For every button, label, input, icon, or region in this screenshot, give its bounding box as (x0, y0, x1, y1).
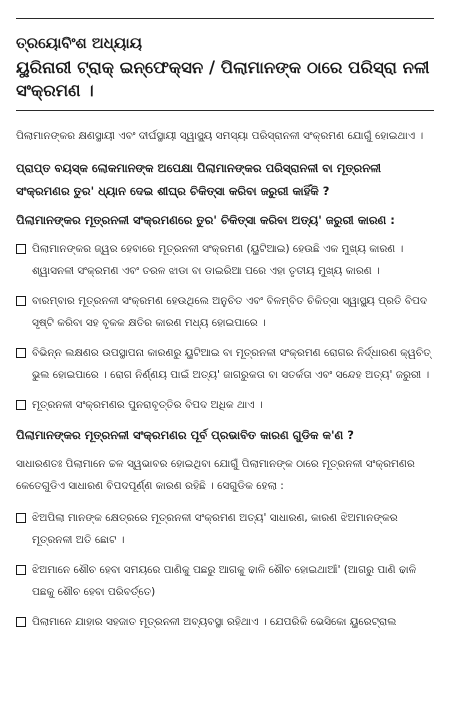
checkbox-bullet-icon (16, 296, 26, 306)
intro-paragraph: ପିଲାମାନଙ୍କର କ୍ଷଣସ୍ଥାୟୀ ଏବଂ ଦୀର୍ଘସ୍ଥାୟୀ ସ୍ୱାସ୍ଥ୍ୟ ସମସ୍ୟା ପରିସ୍ରାନଳୀ ସଂକ୍ରମଣ ଯୋଗୁଁ ହୋଇଥାଏ । (16, 130, 424, 142)
checkbox-bullet-icon (16, 513, 26, 523)
chapter-label: ତ୍ରୟୋବିଂଶ ଅଧ୍ୟାୟ (16, 34, 143, 52)
list-item (16, 611, 434, 633)
causes-list (16, 507, 434, 633)
causes-intro-paragraph: ସାଧାରଣତଃ ପିଲାମାନେ ଚ୍ଚଳ ସ୍ୱଭାବର ହୋଇଥିବା ଯୋଗୁଁ ପିଲାମାନଙ୍କ ଠାରେ ମୂତ୍ରନଳୀ ସଂକ୍ରମଣର କେତେଗୁଡିଏ ସାଧାରଣ ବିପଦପୂର୍ଣ୍ଣ କାରଣ ରହିଛି । ସେଗୁଡିକ ହେଲା : (16, 458, 415, 492)
list-item-text: ଝିଅମାନେ ଶୌଚ ହେବା ସମୟରେ ପାଣିକୁ ପଛରୁ ଆଗକୁ ଢାଳି ଶୌଚ ହୋଇଥାଆଁ' (ଆଗରୁ ପାଣି ଢାଳି ପଛକୁ ଶୌଚ ହେବା ପରିବର୍ତ୍ତେ) (32, 564, 417, 598)
checkbox-bullet-icon (16, 617, 26, 627)
checkbox-bullet-icon (16, 400, 26, 410)
list-item-text: ଝିଅପିଲା ମାନଙ୍କ କ୍ଷେତ୍ରରେ ମୂତ୍ରନଳୀ ସଂକ୍ରମଣ ଅତ୍ୟ' ସାଧାରଣ, କାରଣ ଝିଅମାନଙ୍କର ମୂତ୍ରନଳୀ ଅତି ଛୋଟ । (32, 512, 398, 546)
chapter-title: ୟୁରିନାରୀ ଟ୍ରାକ୍ ଇନ୍ଫେକ୍ସନ / ପିଲାମାନଙ୍କ ଠାରେ ପରିସ୍ରା ନଳୀ ସଂକ୍ରମଣ । (16, 58, 430, 100)
title-rule (16, 110, 434, 111)
list-item (16, 290, 434, 334)
reasons-subheading: ପିଲାମାନଙ୍କର ମୂତ୍ରନଳୀ ସଂକ୍ରମଣରେ ତୁର' ଚିକିତ୍ସା କରିବା ଅତ୍ୟ' ଜରୁରୀ କାରଣ : (16, 213, 395, 227)
list-item (16, 507, 434, 551)
question-heading-2: ପିଲାମାନଙ୍କର ମୂତ୍ରନଳୀ ସଂକ୍ରମଣର ପୂର୍ବ ପ୍ରଭାବିତ କାରଣ ଗୁଡିକ କ'ଣ ? (16, 428, 354, 442)
list-item (16, 342, 434, 386)
list-item-text: ବିଭିନ୍ନ ଲକ୍ଷଣର ଉପସ୍ଥାପନା କାରଣରୁ ୟୁଟିଆଇ ବା ମୂତ୍ରନଳୀ ସଂକ୍ରମଣ ରୋଗର ନିର୍ଦ୍ଧାରଣ କ୍ୱଚିତ୍ ଭୁଲ ହୋଇପାରେ । ରୋଗ ନିର୍ଣ୍ଣୟ ପାଇଁ ଅତ୍ୟ' ଜାଗରୁକତା ବା ସତର୍କତା ଏବଂ ସନ୍ଦେହ ଅତ୍ୟ' ଜରୁରୀ । (32, 347, 431, 381)
checkbox-bullet-icon (16, 565, 26, 575)
reasons-list (16, 238, 434, 416)
list-item-text: ପିଲାମାନେ ଯାହାର ସହଜାତ ମୂତ୍ରନଳୀ ଅବ୍ୟବସ୍ଥା ରହିଥାଏ । ଯେପରିକି ଭେସିକୋ ୟୁରେଟ୍ରାଲ (32, 616, 397, 628)
list-item (16, 559, 434, 603)
list-item (16, 394, 434, 416)
list-item (16, 238, 434, 282)
list-item-text: ମୂତ୍ରନଳୀ ସଂକ୍ରମଣର ପୁନରାବୃତ୍ତିର ବିପଦ ଅଧିକ ଥାଏ । (32, 399, 263, 411)
list-item-text: ବାରମ୍ବାର ମୂତ୍ରନଳୀ ସଂକ୍ରମଣ ହେଉଥିଲେ ଅନୁଚିତ ଏବଂ ବିଳମ୍ବିତ ଚିକିତ୍ସା ସ୍ୱାସ୍ଥ୍ୟ ପ୍ରତି ବିପଦ ସୃଷ୍ଟି କରିବା ସହ ବୃକକ କ୍ଷତିର କାରଣ ମଧ୍ୟ ହୋଇପାରେ । (32, 295, 428, 329)
checkbox-bullet-icon (16, 348, 26, 358)
question-heading-1: ପ୍ରାପ୍ତ ବୟସ୍କ ଲୋକମାନଙ୍କ ଅପେକ୍ଷା ପିଲାମାନଙ୍କର ପରିସ୍ରାନଳୀ ବା ମୂତ୍ରନଳୀ ସଂକ୍ରମଣର ତୁର' ଧ୍ୟାନ ଦେଇ ଶୀଘ୍ର ଚିକିତ୍ସା କରିବା ଜରୁରୀ କାହିଁକି ? (16, 161, 381, 198)
page (16, 18, 434, 641)
checkbox-bullet-icon (16, 244, 26, 254)
list-item-text: ପିଲାମାନଙ୍କର ଜ୍ୱର ହେବାରେ ମୂତ୍ରନଳୀ ସଂକ୍ରମଣ (ୟୁଟିଆଇ) ହେଉଛି ଏକ ମୁଖ୍ୟ କାରଣ । ଶ୍ୱାସନଳୀ ସଂକ୍ରମଣ ଏବଂ ତରଳ ଝାଡା ବା ଡାଇରିଆ ପରେ ଏହା ତୃତୀୟ ମୁଖ୍ୟ କାରଣ । (32, 243, 404, 277)
top-rule (16, 18, 434, 19)
